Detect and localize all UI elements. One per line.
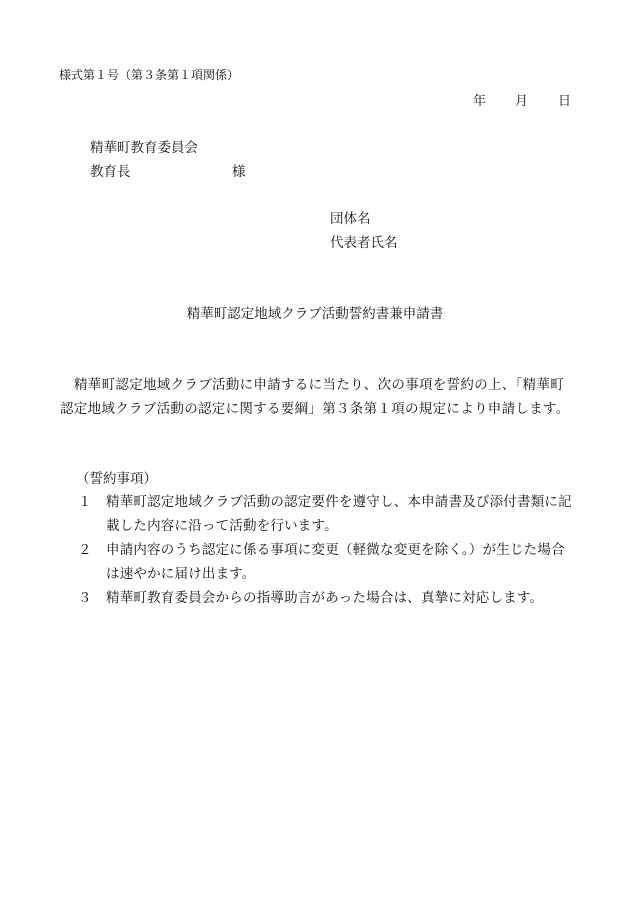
date-year-label: 年 [473, 94, 487, 109]
pledge-item-number: １ [78, 494, 92, 510]
pledge-item-text: 精華町認定地域クラブ活動の認定要件を遵守し、本申請書及び添付書類に記載した内容に沿って活動を行います。 [106, 494, 572, 534]
addressee-board: 精華町教育委員会 [90, 140, 198, 156]
pledge-heading: （誓約事項） [76, 471, 157, 487]
pledge-item-text: 申請内容のうち認定に係る事項に変更（軽微な変更を除く。）が生じた場合は速やかに届け出ます。 [106, 542, 565, 582]
document-title: 精華町認定地域クラブ活動誓約書兼申請書 [186, 306, 444, 322]
body-paragraph: 精華町認定地域クラブ活動に申請するに当たり、次の事項を誓約の上、「精華町認定地域クラブ活動の認定に関する要綱」第３条第１項の規定により申請します。 [60, 377, 570, 417]
form-number: 様式第１号（第３条第１項関係） [59, 68, 240, 82]
addressee-superintendent: 教育長 [90, 164, 131, 180]
addressee-honorific: 様 [232, 164, 246, 180]
organization-name-label: 団体名 [330, 211, 371, 227]
pledge-item-number: ２ [78, 542, 92, 558]
pledge-item-text: 精華町教育委員会からの指導助言があった場合は、真摯に対応します。 [106, 590, 544, 606]
representative-name-label: 代表者氏名 [330, 235, 398, 251]
pledge-item-number: ３ [78, 590, 92, 606]
date-month-label: 月 [515, 94, 529, 109]
date-day-label: 日 [558, 94, 572, 109]
